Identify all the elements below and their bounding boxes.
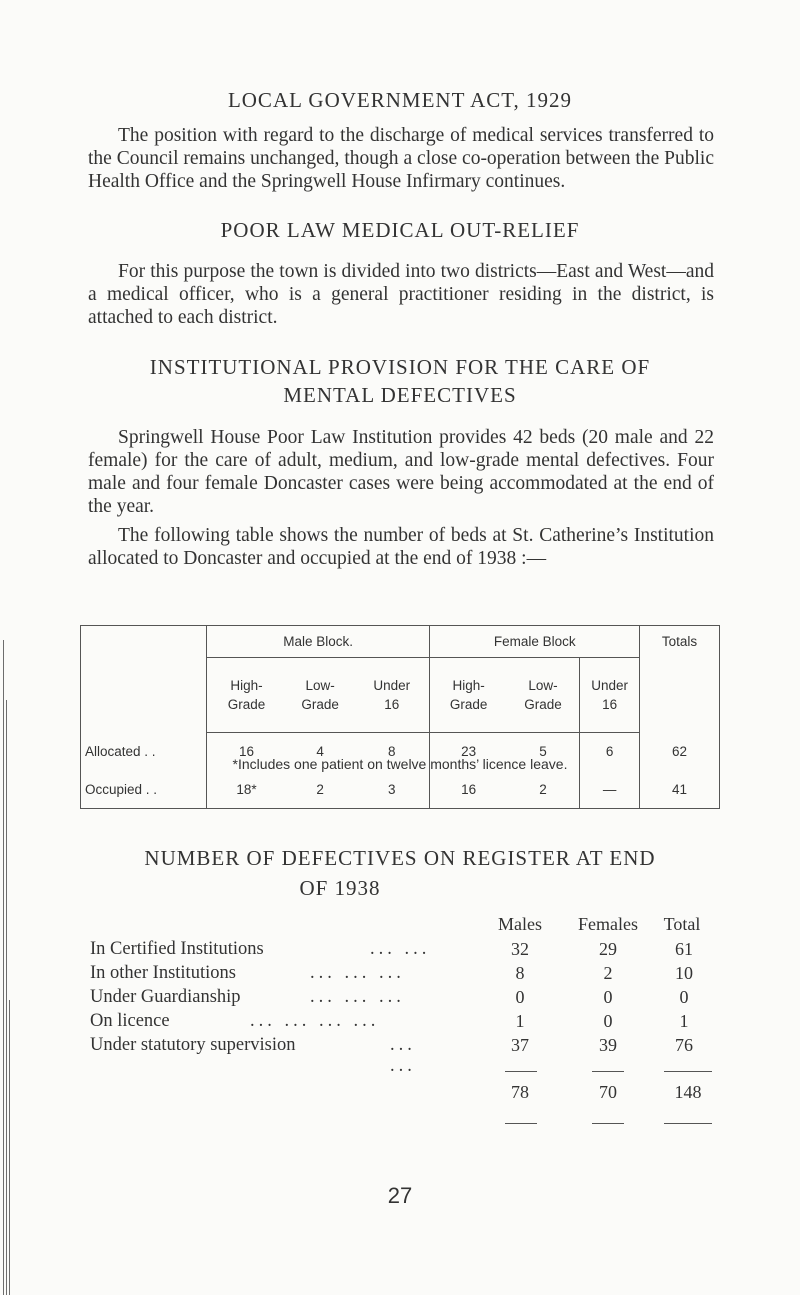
row-label-occupied: Occupied . .	[81, 771, 207, 809]
institutional-paragraph-1: Springwell House Poor Law Institution provides 42 beds (20 male and 22 female) for the care of adult, medium, and low-grade mental defectives. Four male and four female Doncaster cases were being accommodated at the end of the year.	[88, 427, 714, 517]
table-row	[81, 771, 720, 809]
register-cell-females: 2	[603, 963, 613, 983]
sum-rule	[592, 1123, 624, 1124]
sub-header-female-low: Low- Grade	[507, 658, 580, 733]
sub-header-male-low: Low- Grade	[286, 658, 354, 733]
beds-group-header-row	[81, 626, 720, 658]
column-header-males: Males	[498, 914, 542, 934]
table-cell: 23	[430, 733, 507, 771]
table-cell: 6	[605, 744, 614, 760]
group-header-female: Female Block	[430, 626, 640, 658]
table-cell: 41	[640, 771, 720, 809]
register-cell-total: 76	[675, 1035, 693, 1055]
table-footnote: *Includes one patient on twelve months’ licence leave.	[232, 756, 568, 772]
register-cell-total: 1	[679, 1011, 689, 1031]
poor-law-paragraph: For this purpose the town is divided into two districts—East and West—and a medical officer, who is a general practitioner residing in the district, is attached to each district.	[88, 261, 714, 328]
group-header-totals: Totals	[640, 626, 720, 658]
beds-table	[80, 625, 720, 809]
sum-rule	[505, 1123, 537, 1124]
institutional-paragraph-2: The following table shows the number of beds at St. Catherine’s Institution allocated to Doncaster and occupied at the end of 1938 :—	[88, 525, 714, 569]
table-cell: 2	[286, 771, 354, 809]
sum-rule	[505, 1071, 537, 1072]
beds-sub-header-row	[81, 658, 720, 733]
sum-rule	[664, 1123, 712, 1124]
sum-rule	[592, 1071, 624, 1072]
register-cell-females: 29	[599, 939, 617, 959]
column-header-females: Females	[578, 914, 638, 934]
binding-edge	[0, 0, 14, 1295]
register-cell-total: 10	[675, 963, 693, 983]
table-cell: 16	[430, 771, 507, 809]
register-row-label: Under statutory supervision ... ...	[90, 1035, 416, 1076]
table-cell: 5	[507, 733, 580, 771]
register-row-label: Under Guardianship ... ... ...	[90, 987, 405, 1007]
sub-header-female-under16: Under 16	[580, 658, 640, 733]
page-number: 27	[387, 1183, 413, 1208]
register-cell-males: 32	[511, 939, 529, 959]
register-cell-females: 0	[603, 987, 613, 1007]
register-cell-males: 37	[511, 1035, 529, 1055]
table-cell: 3	[354, 771, 430, 809]
table-cell: 2	[507, 771, 580, 809]
register-cell-females: 0	[603, 1011, 613, 1031]
row-label-allocated: Allocated . .	[81, 733, 207, 771]
sub-header-female-high: High- Grade	[430, 658, 507, 733]
register-cell-males: 0	[515, 987, 525, 1007]
intro-paragraph: The position with regard to the discharge of medical services transferred to the Council remains unchanged, though a close co-operation between the Public Health Office and the Springwell House Infirmary continues.	[88, 125, 714, 192]
register-row-label: On licence ... ... ... ...	[90, 1011, 380, 1031]
column-header-total: Total	[663, 914, 701, 934]
table-cell: 4	[316, 744, 324, 760]
table-cell: —	[580, 771, 640, 809]
table-cell: 18*	[206, 771, 286, 809]
register-total-males: 78	[511, 1082, 529, 1102]
register-cell-total: 61	[675, 939, 693, 959]
sub-header-male-high: High- Grade	[206, 658, 286, 733]
register-cell-total: 0	[679, 987, 689, 1007]
register-heading-line1: NUMBER OF DEFECTIVES ON REGISTER AT END	[144, 846, 656, 870]
register-cell-males: 1	[515, 1011, 525, 1031]
page-title: LOCAL GOVERNMENT ACT, 1929	[227, 88, 573, 112]
register-total-total: 148	[674, 1082, 702, 1102]
institutional-heading-line2: MENTAL DEFECTIVES	[283, 383, 517, 407]
table-cell: 16	[206, 733, 286, 771]
group-header-male: Male Block.	[206, 626, 430, 658]
register-row-label: In other Institutions ... ... ...	[90, 963, 405, 983]
table-cell: 8	[387, 744, 396, 760]
table-cell: 62	[640, 733, 720, 771]
poor-law-heading: POOR LAW MEDICAL OUT-RELIEF	[220, 218, 580, 242]
sub-header-male-under16: Under 16	[354, 658, 430, 733]
sum-rule	[664, 1071, 712, 1072]
register-row-label: In Certified Institutions ... ...	[90, 939, 431, 959]
register-total-females: 70	[599, 1082, 617, 1102]
institutional-heading-line1: INSTITUTIONAL PROVISION FOR THE CARE OF	[149, 355, 651, 379]
register-cell-males: 8	[515, 963, 525, 983]
register-cell-females: 39	[599, 1035, 617, 1055]
register-heading-line2: OF 1938	[299, 876, 381, 900]
